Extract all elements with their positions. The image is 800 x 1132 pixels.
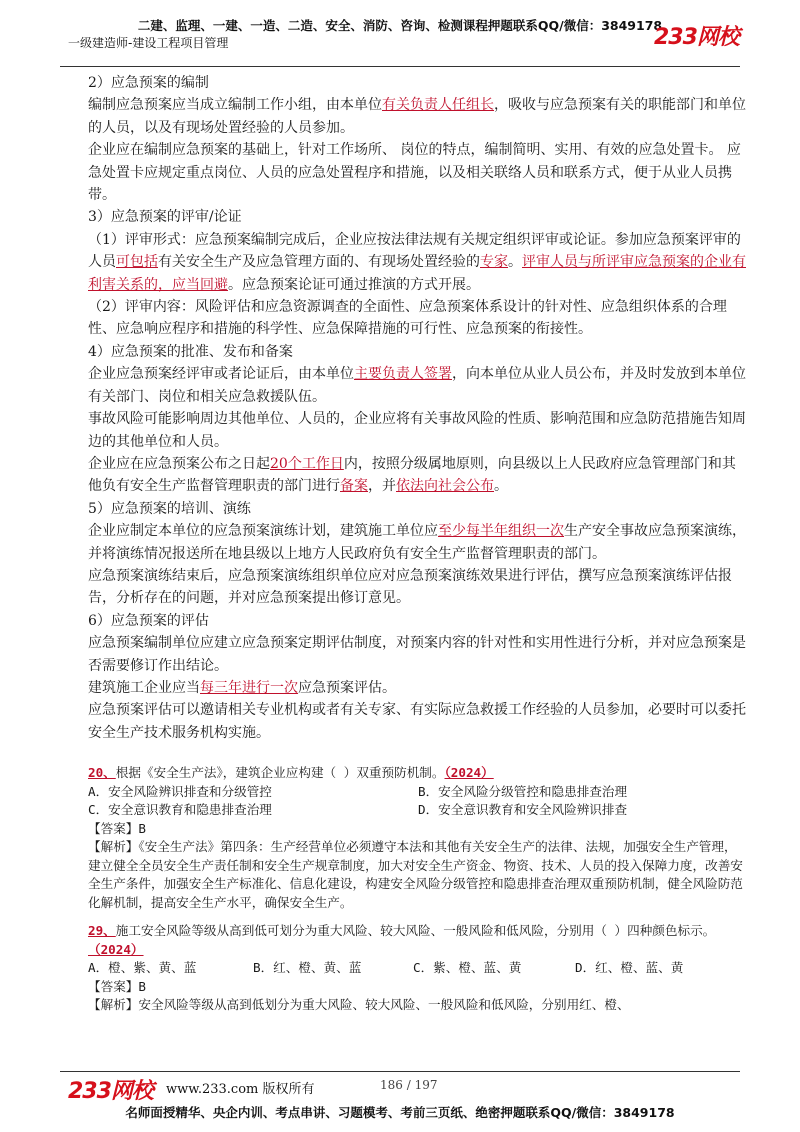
- question-number: 29、: [88, 923, 116, 938]
- highlight: 有关负责人任组长: [382, 97, 494, 114]
- header-divider: [60, 66, 740, 67]
- option-a: A．橙、紫、黄、蓝: [88, 960, 197, 975]
- footer-divider: [60, 1071, 740, 1072]
- paragraph: 事故风险可能影响周边其他单位、人员的，企业应将有关事故风险的性质、影响范围和应急防范措施告知周边的其他单位和人员。: [88, 411, 746, 450]
- highlight: 依法向社会公布: [396, 478, 494, 495]
- answer: 【答案】B: [88, 978, 146, 994]
- question-block: [88, 922, 748, 1015]
- page-number: 186 / 197: [380, 1078, 438, 1092]
- option-b: B．安全风险分级管控和隐患排查治理: [418, 783, 628, 799]
- highlight: 每三年进行一次: [200, 679, 298, 696]
- paragraph: 建筑施工企业应当每三年进行一次应急预案评估。: [88, 679, 396, 696]
- question-stem: 20、根据《安全生产法》，建筑企业应构建（ ）双重预防机制。（2024）: [88, 765, 494, 780]
- section-title: 5）应急预案的培训、演练: [88, 500, 251, 517]
- paragraph: 企业应在编制应急预案的基础上，针对工作场所、 岗位的特点，编制简明、实用、有效的应急处置卡。 应急处置卡应规定重点岗位、人员的应急处置程序和措施，以及相关联络人员和联系方式，便于从业人员携带。: [88, 142, 741, 204]
- option-c: C．紫、橙、蓝、黄: [413, 960, 522, 975]
- option-d: D．红、橙、蓝、黄: [575, 960, 684, 975]
- brand-logo: 233网校: [654, 25, 739, 50]
- page-header: [0, 14, 800, 54]
- footer-promo: 名师面授精华、央企内训、考点串讲、习题模考、考前三页纸、绝密押题联系QQ/微信：3849178: [125, 1105, 675, 1120]
- paragraph: 企业应急预案经评审或者论证后，由本单位主要负责人签署，向本单位从业人员公布，并及时发放到本单位有关部门、岗位和相关应急救援队伍。: [88, 366, 746, 405]
- paragraph: 应急预案编制单位应建立应急预案定期评估制度，对预案内容的针对性和实用性进行分析，并对应急预案是否需要修订作出结论。: [88, 635, 746, 674]
- section-title: 4）应急预案的批准、发布和备案: [88, 343, 293, 360]
- question-year: （2024）: [444, 765, 494, 780]
- question-stem: 29、施工安全风险等级从高到低可划分为重大风险、较大风险、一般风险和低风险，分别用（ ）四种颜色标示。（2024）: [88, 923, 716, 957]
- paragraph: （2）评审内容：风险评估和应急资源调查的全面性、应急预案体系设计的针对性、应急组织体系的合理性、应急响应程序和措施的科学性、应急保障措施的可行性、应急预案的衔接性。: [88, 299, 727, 338]
- section-title: 3）应急预案的评审/论证: [88, 209, 242, 226]
- footer-logo: 233网校: [68, 1079, 153, 1104]
- option-c: C．安全意识教育和隐患排查治理: [88, 802, 272, 817]
- paragraph: 编制应急预案应当成立编制工作小组，由本单位有关负责人任组长，吸收与应急预案有关的职能部门和单位的人员，以及有现场处置经验的人员参加。: [88, 97, 746, 136]
- highlight: 至少每半年组织一次: [438, 523, 564, 540]
- highlight: 评审人员与所评审应急预案的企业有利害关系的，应当回避: [88, 254, 746, 293]
- highlight: 主要负责人签署: [354, 366, 452, 383]
- section-title: 6）应急预案的评估: [88, 612, 209, 629]
- header-promo: 二建、监理、一建、一造、二造、安全、消防、咨询、检测课程押题联系QQ/微信：3849178: [137, 18, 663, 33]
- document-body: [88, 72, 748, 744]
- question-year: （2024）: [88, 941, 144, 957]
- option-d: D．安全意识教育和安全风险辨识排查: [418, 802, 628, 817]
- highlight: 20个工作日: [270, 455, 344, 472]
- analysis: 【解析】安全风险等级从高到低划分为重大风险、较大风险、一般风险和低风险，分别用红、橙、: [88, 997, 630, 1012]
- paragraph: 企业应制定本单位的应急预案演练计划，建筑施工单位应至少每半年组织一次生产安全事故应急预案演练，并将演练情况报送所在地县级以上地方人民政府负有安全生产监督管理职责的部门。: [88, 523, 746, 562]
- option-b: B．红、橙、黄、蓝: [253, 960, 362, 975]
- highlight: 备案: [340, 478, 368, 495]
- option-a: A．安全风险辨识排查和分级管控: [88, 783, 272, 799]
- highlight: 专家: [480, 254, 508, 271]
- section-title: 2）应急预案的编制: [88, 75, 209, 91]
- analysis: 【解析】《安全生产法》第四条：生产经营单位必须遵守本法和其他有关安全生产的法律、法规，加强安全生产管理，建立健全全员安全生产责任制和安全生产规章制度，加大对安全生产资金、物资、技术、人员的投入保障力度，改善安全生产条件，加强安全生产标准化、信息化建设，构建安全风险分级管控和隐患排查治理双重预防机制，健全风险防范化解机制，提高安全生产水平，确保安全生产。: [88, 839, 743, 910]
- question-block: [88, 764, 748, 912]
- paragraph: 应急预案演练结束后，应急预案演练组织单位应对应急预案演练效果进行评估，撰写应急预案演练评估报告，分析存在的问题，并对应急预案提出修订意见。: [88, 567, 732, 607]
- highlight: 可包括: [116, 254, 158, 271]
- paragraph: （1）评审形式：应急预案编制完成后，企业应按法律法规有关规定组织评审或论证。参加应急预案评审的人员可包括有关安全生产及应急管理方面的、有现场处置经验的专家。评审人员与所评审应急预案的企业有利害关系的，应当回避。应急预案论证可通过推演的方式开展。: [88, 231, 746, 293]
- answer: 【答案】B: [88, 820, 146, 836]
- header-subtitle: 一级建造师-建设工程项目管理: [68, 36, 229, 50]
- footer-site: www.233.com 版权所有: [166, 1082, 315, 1097]
- paragraph: 应急预案评估可以邀请相关专业机构或者有关专家、有实际应急救援工作经验的人员参加，必要时可以委托安全生产技术服务机构实施。: [88, 702, 746, 741]
- paragraph: 企业应在应急预案公布之日起20个工作日内，按照分级属地原则，向县级以上人民政府应急管理部门和其他负有安全生产监督管理职责的部门进行备案，并依法向社会公布。: [88, 455, 736, 495]
- question-number: 20、: [88, 765, 116, 780]
